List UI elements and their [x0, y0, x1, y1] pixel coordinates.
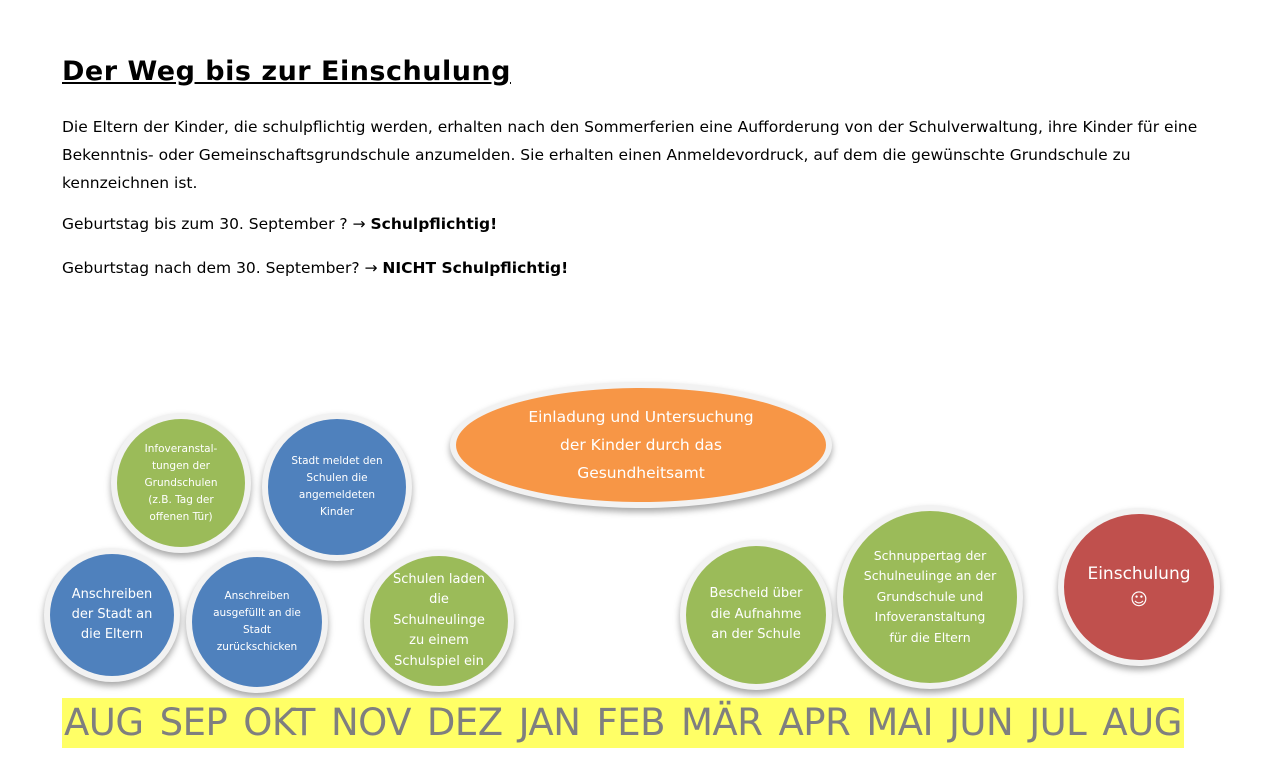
month-label: JAN	[518, 701, 581, 744]
month-label: JUN	[949, 701, 1014, 744]
month-label: DEZ	[426, 701, 503, 744]
rule-schulpflichtig	[62, 212, 497, 236]
bubble-text: Infoveranstal- tungen der Grundschulen (z.B. Tag der offenen Tür)	[144, 442, 218, 523]
bubble-text: Einladung und Untersuchung der Kinder durch das Gesundheitsamt	[528, 408, 754, 482]
bubble-text: Bescheid über die Aufnahme an der Schule	[709, 586, 803, 643]
bubble-infoveranstaltungen	[111, 413, 251, 553]
bubble-einschulung	[1058, 508, 1220, 666]
month-label: SEP	[159, 701, 228, 744]
bubble-text: Schnuppertag der Schulneulinge an der Grundschule und Infoveranstaltung für die Eltern	[863, 547, 997, 645]
bubble-schulspiel	[364, 550, 514, 692]
rule-question: Geburtstag nach dem 30. September? →	[62, 259, 383, 277]
month-label: FEB	[596, 701, 665, 744]
rule-answer: Schulpflichtig!	[370, 215, 498, 233]
bubble-text: Einschulung ☺	[1087, 564, 1191, 610]
bubble-text: Anschreiben der Stadt an die Eltern	[71, 587, 153, 642]
bubble-text: Schulen laden die Schulneulinge zu einem Schulspiel ein	[393, 571, 485, 669]
bubble-text: Stadt meldet den Schulen die angemeldeten Kinder	[291, 455, 383, 518]
month-label: AUG	[64, 701, 144, 744]
rule-nicht-schulpflichtig	[62, 256, 568, 280]
month-label: OKT	[243, 701, 315, 744]
month-label: MAI	[866, 701, 933, 744]
rule-answer: NICHT Schulpflichtig!	[382, 259, 569, 277]
bubble-anschreiben-stadt	[44, 548, 180, 682]
page-title: Der Weg bis zur Einschulung	[62, 56, 511, 87]
month-label: JUL	[1029, 701, 1087, 744]
bubble-bescheid	[680, 540, 832, 690]
bubble-stadt-meldet	[262, 413, 412, 561]
intro-paragraph: Die Eltern der Kinder, die schulpflichtig werden, erhalten nach den Sommerferien eine Aufforderung von der Schulverwaltung, ihre Kinder für eine Bekenntnis- oder Gemeinschaftsgrundschule anzumelden. Sie erhalten einen Anmeldevordruck, auf dem die gewünschte Grundschule zu kennzeichnen ist.	[62, 118, 1198, 192]
bubble-text: Anschreiben ausgefüllt an die Stadt zurückschicken	[213, 590, 301, 653]
month-label: AUG	[1102, 701, 1182, 744]
month-label: MÄR	[681, 701, 763, 744]
bubble-einladung	[450, 382, 832, 508]
month-label: APR	[778, 701, 851, 744]
month-timeline	[62, 698, 1184, 748]
month-label: NOV	[330, 701, 411, 744]
bubble-anschreiben-zurueck	[186, 551, 328, 693]
rule-question: Geburtstag bis zum 30. September ? →	[62, 215, 371, 233]
bubble-schnuppertag	[837, 505, 1023, 689]
